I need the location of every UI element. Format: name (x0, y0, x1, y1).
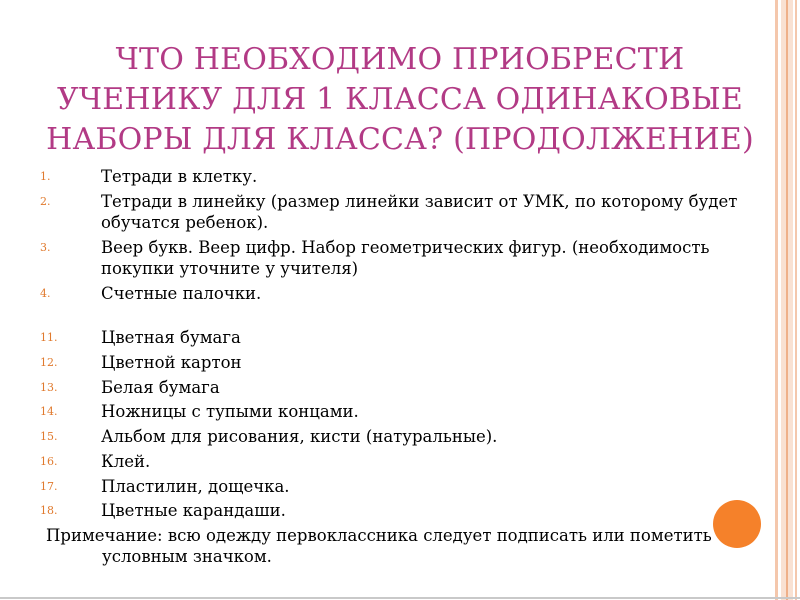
list-item (0, 401, 780, 426)
list-text: Цветной картон (101, 353, 242, 373)
supplies-list (0, 166, 780, 525)
list-text: Тетради в клетку. (101, 167, 258, 186)
list-text: Альбом для рисования, кисти (натуральные). (101, 427, 498, 447)
list-number: 16. (40, 454, 58, 468)
list-item (0, 237, 780, 283)
footnote (46, 525, 736, 567)
list-text: Тетради в линейку (размер линейки зависит от УМК, по которому будет обучатся ребенок). (101, 191, 738, 232)
bottom-divider (0, 597, 800, 599)
list-item (0, 476, 780, 501)
accent-circle (713, 500, 761, 548)
list-item (0, 426, 780, 451)
list-text: Белая бумага (101, 377, 220, 397)
list-item (0, 377, 780, 402)
list-number: 4. (40, 286, 51, 300)
right-border-edge (795, 0, 797, 600)
list-number: 13. (40, 380, 58, 394)
list-item (0, 166, 780, 191)
list-number: 14. (40, 405, 58, 419)
list-text: Ножницы с тупыми концами. (101, 402, 359, 422)
list-text: Пластилин, дощечка. (101, 476, 290, 496)
footnote-text: Примечание: всю одежду первоклассника следует подписать или пометить условным значком. (46, 526, 712, 566)
list-item (0, 327, 780, 352)
list-text: Цветные карандаши. (101, 501, 286, 521)
list-number: 11. (40, 331, 58, 345)
list-text: Цветная бумага (101, 328, 241, 348)
right-border-line (786, 0, 788, 600)
list-item (0, 451, 780, 476)
list-item (0, 283, 780, 308)
list-text: Счетные палочки. (101, 283, 262, 303)
slide-title: ЧТО НЕОБХОДИМО ПРИОБРЕСТИ УЧЕНИКУ ДЛЯ 1 КЛАССА ОДИНАКОВЫЕ НАБОРЫ ДЛЯ КЛАССА? (ПРОДОЛЖЕНИЕ) (46, 42, 754, 157)
list-number: 12. (40, 356, 58, 370)
list-text: Веер букв. Веер цифр. Набор геометрических фигур. (необходимость покупки уточните у учителя) (101, 237, 710, 278)
list-text: Клей. (101, 451, 151, 471)
list-number: 15. (40, 430, 58, 444)
list-item (0, 191, 780, 237)
list-number: 18. (40, 504, 58, 518)
list-number: 1. (40, 170, 51, 183)
list-item (0, 500, 780, 525)
list-number: 3. (40, 240, 51, 254)
list-spacer (0, 307, 780, 327)
list-item (0, 352, 780, 377)
list-number: 2. (40, 194, 51, 208)
list-number: 17. (40, 479, 58, 493)
